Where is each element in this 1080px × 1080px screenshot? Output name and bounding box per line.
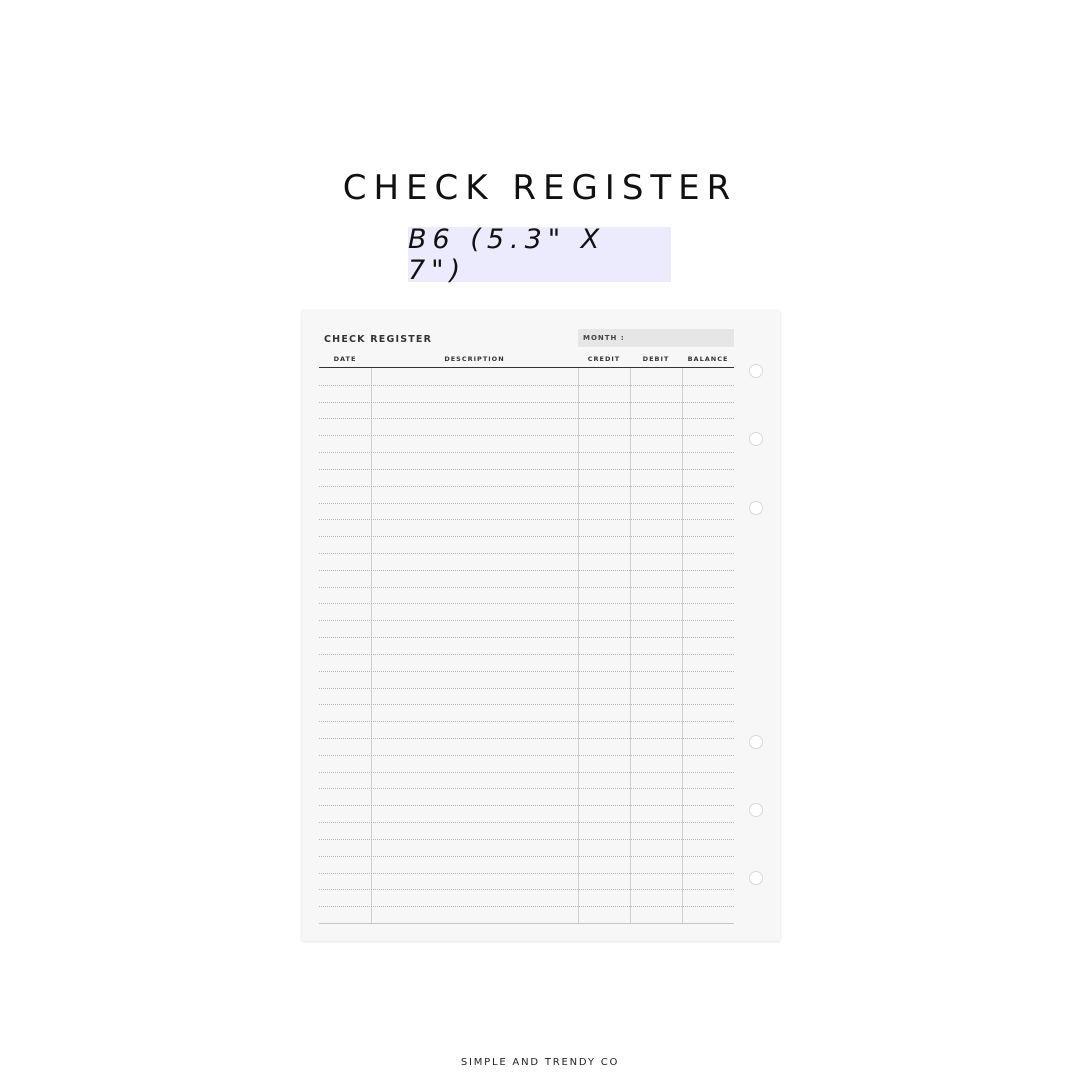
punch-hole [749, 735, 763, 749]
table-row [319, 923, 734, 924]
brand-footer: SIMPLE AND TRENDY CO [460, 1057, 620, 1068]
table-row [319, 873, 734, 874]
table-row [319, 721, 734, 722]
table-row [319, 906, 734, 907]
table-row [319, 553, 734, 554]
table-row [319, 688, 734, 689]
table-row [319, 738, 734, 739]
table-row [319, 536, 734, 537]
table-row [319, 570, 734, 571]
table-row [319, 385, 734, 386]
size-badge: B6 (5.3" X 7") [408, 227, 671, 282]
column-header-description: DESCRIPTION [444, 355, 505, 363]
table-row [319, 620, 734, 621]
page-title: CHECK REGISTER [342, 168, 738, 208]
table-row [319, 772, 734, 773]
table-row [319, 519, 734, 520]
table-row [319, 486, 734, 487]
table-row [319, 418, 734, 419]
table-row [319, 402, 734, 403]
table-row [319, 469, 734, 470]
table-row [319, 704, 734, 705]
table-row [319, 889, 734, 890]
table-row [319, 822, 734, 823]
table-row [319, 637, 734, 638]
punch-hole [749, 871, 763, 885]
punch-hole [749, 803, 763, 817]
column-header-balance: BALANCE [687, 355, 729, 363]
register-table [319, 368, 734, 923]
planner-sheet [302, 311, 780, 941]
punch-hole [749, 432, 763, 446]
punch-hole [749, 364, 763, 378]
table-row [319, 587, 734, 588]
table-row [319, 805, 734, 806]
table-row [319, 839, 734, 840]
column-header-credit: CREDIT [587, 355, 621, 363]
table-row [319, 671, 734, 672]
month-label: MONTH : [583, 334, 625, 342]
punch-hole [749, 501, 763, 515]
table-row [319, 755, 734, 756]
table-row [319, 856, 734, 857]
month-field [578, 329, 734, 347]
table-row [319, 654, 734, 655]
table-row [319, 503, 734, 504]
column-header-debit: DEBIT [642, 355, 670, 363]
table-row [319, 788, 734, 789]
sheet-title: CHECK REGISTER [324, 334, 433, 345]
table-row [319, 603, 734, 604]
table-row [319, 435, 734, 436]
table-row [319, 452, 734, 453]
column-header-date: DATE [333, 355, 357, 363]
